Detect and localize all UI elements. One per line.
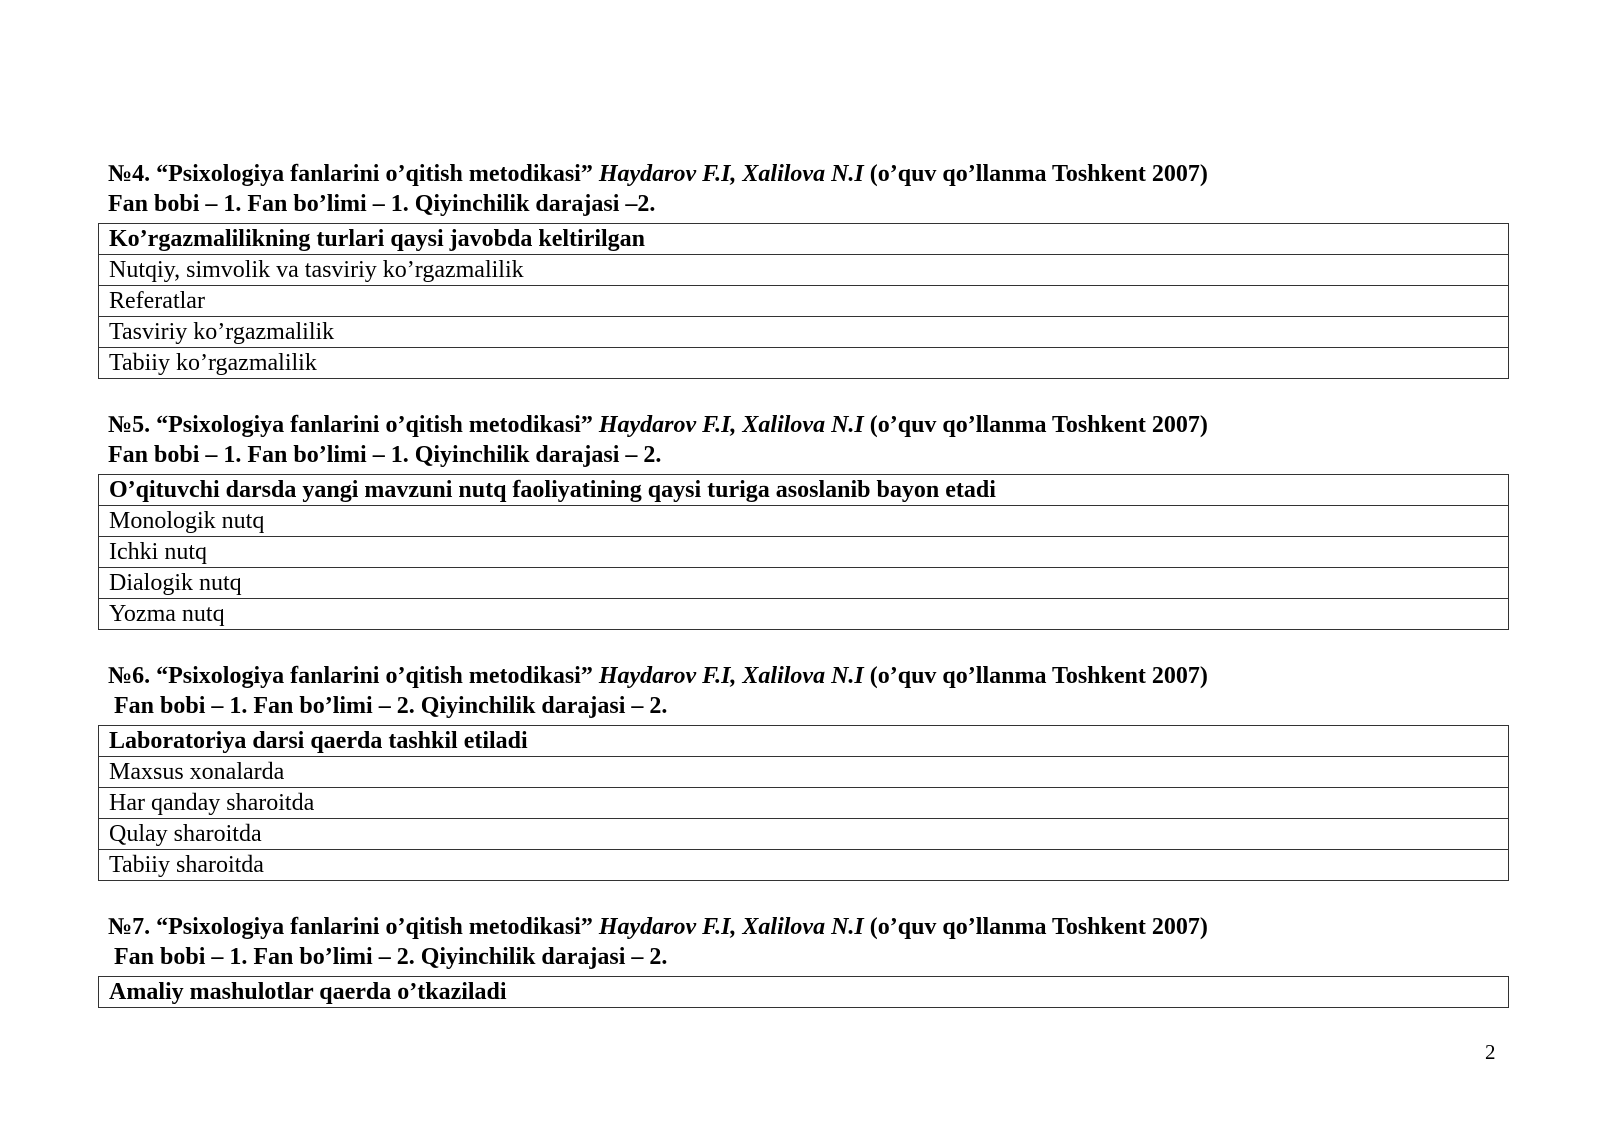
question-text: Ko’rgazmalilikning turlari qaysi javobda keltirilgan [99, 224, 1509, 255]
book-title: “Psixologiya fanlarini o’qitish metodikasi” [156, 663, 593, 689]
question-text: Amaliy mashulotlar qaerda o’tkaziladi [99, 977, 1509, 1008]
answer-option: Referatlar [99, 286, 1509, 317]
answer-option: Har qanday sharoitda [99, 788, 1509, 819]
question-number: №7. [108, 914, 151, 940]
answer-option: Tabiiy sharoitda [99, 850, 1509, 881]
book-authors: Haydarov F.I, Xalilova N.I [598, 412, 864, 438]
book-authors: Haydarov F.I, Xalilova N.I [598, 663, 864, 689]
book-title: “Psixologiya fanlarini o’qitish metodikasi” [156, 412, 593, 438]
question-text: O’qituvchi darsda yangi mavzuni nutq faoliyatining qaysi turiga asoslanib bayon etadi [99, 475, 1509, 506]
question-heading [108, 661, 1208, 691]
question-heading [108, 912, 1208, 942]
answer-row [99, 819, 1509, 850]
answer-row [99, 348, 1509, 379]
question-row [99, 475, 1509, 506]
book-source: (o’quv qo’llanma Toshkent 2007) [869, 914, 1208, 940]
question-heading [108, 410, 1208, 440]
question-number: №4. [108, 161, 151, 187]
question-table [98, 223, 1509, 379]
answer-row [99, 568, 1509, 599]
answer-option: Monologik nutq [99, 506, 1509, 537]
book-source: (o’quv qo’llanma Toshkent 2007) [869, 663, 1208, 689]
question-table [98, 976, 1509, 1008]
question-number: №5. [108, 412, 151, 438]
answer-option: Yozma nutq [99, 599, 1509, 630]
question-meta: Fan bobi – 1. Fan bo’limi – 2. Qiyinchilik darajasi – 2. [114, 944, 668, 970]
answer-row [99, 317, 1509, 348]
question-row [99, 726, 1509, 757]
question-meta: Fan bobi – 1. Fan bo’limi – 1. Qiyinchilik darajasi – 2. [108, 442, 662, 468]
question-table [98, 725, 1509, 881]
book-authors: Haydarov F.I, Xalilova N.I [598, 914, 864, 940]
page-number: 2 [1485, 1040, 1496, 1064]
book-source: (o’quv qo’llanma Toshkent 2007) [869, 161, 1208, 187]
question-meta: Fan bobi – 1. Fan bo’limi – 1. Qiyinchilik darajasi –2. [108, 191, 656, 217]
question-meta: Fan bobi – 1. Fan bo’limi – 2. Qiyinchilik darajasi – 2. [114, 693, 668, 719]
answer-row [99, 599, 1509, 630]
book-source: (o’quv qo’llanma Toshkent 2007) [869, 412, 1208, 438]
answer-row [99, 788, 1509, 819]
book-title: “Psixologiya fanlarini o’qitish metodikasi” [156, 914, 593, 940]
question-text: Laboratoriya darsi qaerda tashkil etiladi [99, 726, 1509, 757]
answer-row [99, 286, 1509, 317]
answer-row [99, 506, 1509, 537]
answer-option: Qulay sharoitda [99, 819, 1509, 850]
question-heading [108, 159, 1208, 189]
answer-option: Tasviriy ko’rgazmalilik [99, 317, 1509, 348]
answer-row [99, 850, 1509, 881]
book-authors: Haydarov F.I, Xalilova N.I [598, 161, 864, 187]
book-title: “Psixologiya fanlarini o’qitish metodikasi” [156, 161, 593, 187]
answer-row [99, 255, 1509, 286]
answer-row [99, 537, 1509, 568]
answer-option: Maxsus xonalarda [99, 757, 1509, 788]
answer-row [99, 757, 1509, 788]
answer-option: Nutqiy, simvolik va tasviriy ko’rgazmalilik [99, 255, 1509, 286]
answer-option: Tabiiy ko’rgazmalilik [99, 348, 1509, 379]
answer-option: Dialogik nutq [99, 568, 1509, 599]
question-table [98, 474, 1509, 630]
answer-option: Ichki nutq [99, 537, 1509, 568]
question-row [99, 977, 1509, 1008]
question-row [99, 224, 1509, 255]
question-number: №6. [108, 663, 151, 689]
